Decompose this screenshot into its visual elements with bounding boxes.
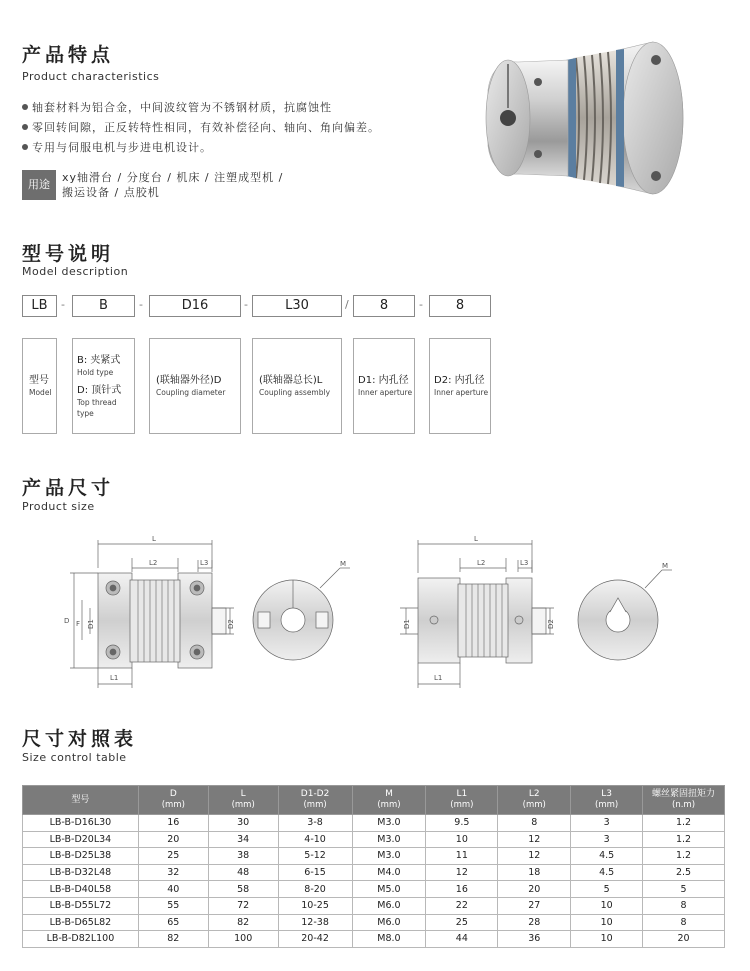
header-d1-d2: D1-D2 (mm) <box>278 786 352 815</box>
usage-text: xy轴滑台 / 分度台 / 机床 / 注塑成型机 / 搬运设备 / 点胶机 <box>62 171 284 199</box>
table-cell: 36 <box>498 931 571 948</box>
bullet-icon <box>22 104 28 110</box>
top-thread-type-end-view <box>578 562 672 660</box>
model-subtitle: Model description <box>22 265 129 278</box>
table-cell: 4.5 <box>571 864 643 881</box>
table-cell: 10 <box>571 897 643 914</box>
table-row <box>23 931 725 948</box>
model-desc-type: B: 夹紧式 Hold type D: 顶针式 Top thread type <box>72 338 135 434</box>
header-m: M (mm) <box>352 786 426 815</box>
table-cell: LB-B-D40L58 <box>23 881 139 898</box>
table-row <box>23 914 725 931</box>
table-cell: 16 <box>426 881 498 898</box>
table-cell: 72 <box>208 897 278 914</box>
code-separator: - <box>61 298 65 311</box>
table-cell: LB-B-D55L72 <box>23 897 139 914</box>
table-cell: 20-42 <box>278 931 352 948</box>
table-cell: M4.0 <box>352 864 426 881</box>
model-code-diameter: D16 <box>149 295 241 317</box>
table-cell: 6-15 <box>278 864 352 881</box>
usage-block <box>22 170 283 200</box>
table-cell: 8 <box>643 897 725 914</box>
table-cell: 20 <box>138 831 208 848</box>
table-cell: 27 <box>498 897 571 914</box>
dim-label-M: M <box>662 562 669 570</box>
header-torque: 螺丝紧固扭矩力 (n.m) <box>643 786 725 815</box>
model-code-d1: 8 <box>353 295 415 317</box>
table-cell: 8 <box>643 914 725 931</box>
table-cell: 12-38 <box>278 914 352 931</box>
header-model: 型号 <box>23 786 139 815</box>
table-cell: 12 <box>426 864 498 881</box>
table-cell: LB-B-D82L100 <box>23 931 139 948</box>
table-cell: 32 <box>138 864 208 881</box>
table-row <box>23 897 725 914</box>
table-cell: M6.0 <box>352 914 426 931</box>
feature-item: 轴套材料为铝合金，中间波纹管为不锈钢材质，抗腐蚀性 <box>22 98 472 118</box>
dim-label-L2: L2 <box>149 559 158 567</box>
table-cell: 5-12 <box>278 848 352 865</box>
table-title: 尺寸对照表 <box>22 728 138 750</box>
model-code-series: LB <box>22 295 57 317</box>
table-cell: 58 <box>208 881 278 898</box>
table-cell: 25 <box>426 914 498 931</box>
table-row <box>23 831 725 848</box>
table-cell: 100 <box>208 931 278 948</box>
table-cell: M8.0 <box>352 931 426 948</box>
table-cell: 20 <box>643 931 725 948</box>
bullet-icon <box>22 144 28 150</box>
dim-label-D2: D2 <box>227 619 235 629</box>
table-cell: 28 <box>498 914 571 931</box>
table-cell: 48 <box>208 864 278 881</box>
clamp-type-end-view <box>253 560 350 660</box>
table-cell: 34 <box>208 831 278 848</box>
table-cell: 5 <box>643 881 725 898</box>
table-cell: 3 <box>571 815 643 832</box>
dim-label-L2: L2 <box>477 559 486 567</box>
table-cell: M3.0 <box>352 831 426 848</box>
features-title: 产品特点 <box>22 44 115 66</box>
table-cell: 4-10 <box>278 831 352 848</box>
table-cell: 16 <box>138 815 208 832</box>
header-l3: L3 (mm) <box>571 786 643 815</box>
dim-label-L1: L1 <box>434 674 443 682</box>
table-cell: 3-8 <box>278 815 352 832</box>
table-subtitle: Size control table <box>22 751 127 764</box>
table-cell: 30 <box>208 815 278 832</box>
table-cell: 10 <box>571 931 643 948</box>
table-cell: 82 <box>208 914 278 931</box>
table-cell: 82 <box>138 931 208 948</box>
bullet-icon <box>22 124 28 130</box>
table-cell: LB-B-D16L30 <box>23 815 139 832</box>
dimension-drawings <box>0 528 750 698</box>
table-cell: 55 <box>138 897 208 914</box>
table-cell: 2.5 <box>643 864 725 881</box>
header-l1: L1 (mm) <box>426 786 498 815</box>
feature-list <box>22 98 472 158</box>
table-header-row <box>23 786 725 815</box>
table-row <box>23 848 725 865</box>
table-cell: 12 <box>498 831 571 848</box>
dim-label-D1: D1 <box>403 619 411 629</box>
table-cell: 38 <box>208 848 278 865</box>
model-code-length: L30 <box>252 295 342 317</box>
dim-label-L1: L1 <box>110 674 119 682</box>
size-subtitle: Product size <box>22 500 95 513</box>
table-cell: 11 <box>426 848 498 865</box>
table-cell: 8-20 <box>278 881 352 898</box>
table-cell: 12 <box>498 848 571 865</box>
dim-label-D2: D2 <box>547 619 555 629</box>
table-cell: 1.2 <box>643 831 725 848</box>
header-d: D (mm) <box>138 786 208 815</box>
code-separator: - <box>139 298 143 311</box>
table-row <box>23 881 725 898</box>
header-l2: L2 (mm) <box>498 786 571 815</box>
code-separator: / <box>345 298 349 311</box>
table-cell: 1.2 <box>643 848 725 865</box>
table-row <box>23 864 725 881</box>
dim-label-L: L <box>152 535 156 543</box>
table-cell: 3 <box>571 831 643 848</box>
features-subtitle: Product characteristics <box>22 70 160 83</box>
model-title: 型号说明 <box>22 243 115 265</box>
table-cell: 25 <box>138 848 208 865</box>
table-row <box>23 815 725 832</box>
table-cell: 22 <box>426 897 498 914</box>
code-separator: - <box>419 298 423 311</box>
table-cell: 10 <box>426 831 498 848</box>
table-cell: LB-B-D20L34 <box>23 831 139 848</box>
table-cell: M5.0 <box>352 881 426 898</box>
table-cell: 18 <box>498 864 571 881</box>
table-cell: M3.0 <box>352 815 426 832</box>
clamp-type-side-view <box>64 535 235 688</box>
coupling-product-image <box>478 30 690 206</box>
dim-label-M: M <box>340 560 347 568</box>
size-table <box>22 785 725 948</box>
table-cell: 65 <box>138 914 208 931</box>
usage-tag: 用途 <box>22 170 56 200</box>
size-title: 产品尺寸 <box>22 477 115 499</box>
feature-item: 专用与伺服电机与步进电机设计。 <box>22 138 472 158</box>
top-thread-type-side-view <box>400 535 555 688</box>
table-cell: 8 <box>498 815 571 832</box>
dim-label-F: F <box>76 620 81 628</box>
model-desc-series: 型号 Model <box>22 338 57 434</box>
dim-label-L: L <box>474 535 478 543</box>
dim-label-D1: D1 <box>87 619 95 629</box>
model-desc-length: (联轴器总长)L Coupling assembly <box>252 338 342 434</box>
dim-label-D: D <box>64 617 70 625</box>
dim-label-L3: L3 <box>520 559 529 567</box>
table-cell: 10-25 <box>278 897 352 914</box>
model-desc-d1: D1: 内孔径 Inner aperture <box>353 338 415 434</box>
model-code-d2: 8 <box>429 295 491 317</box>
table-cell: LB-B-D25L38 <box>23 848 139 865</box>
code-separator: - <box>244 298 248 311</box>
table-cell: M3.0 <box>352 848 426 865</box>
feature-item: 零回转间隙，正反转特性相同，有效补偿径向、轴向、角向偏差。 <box>22 118 472 138</box>
table-cell: 5 <box>571 881 643 898</box>
table-cell: 40 <box>138 881 208 898</box>
table-cell: 10 <box>571 914 643 931</box>
table-cell: 9.5 <box>426 815 498 832</box>
header-l: L (mm) <box>208 786 278 815</box>
table-cell: LB-B-D32L48 <box>23 864 139 881</box>
model-desc-d2: D2: 内孔径 Inner aperture <box>429 338 491 434</box>
dim-label-L3: L3 <box>200 559 209 567</box>
table-cell: 1.2 <box>643 815 725 832</box>
size-table-body <box>23 815 725 948</box>
model-desc-diameter: (联轴器外径)D Coupling diameter <box>149 338 241 434</box>
model-code-type: B <box>72 295 135 317</box>
table-cell: 44 <box>426 931 498 948</box>
table-cell: 4.5 <box>571 848 643 865</box>
table-cell: LB-B-D65L82 <box>23 914 139 931</box>
table-cell: 20 <box>498 881 571 898</box>
table-cell: M6.0 <box>352 897 426 914</box>
